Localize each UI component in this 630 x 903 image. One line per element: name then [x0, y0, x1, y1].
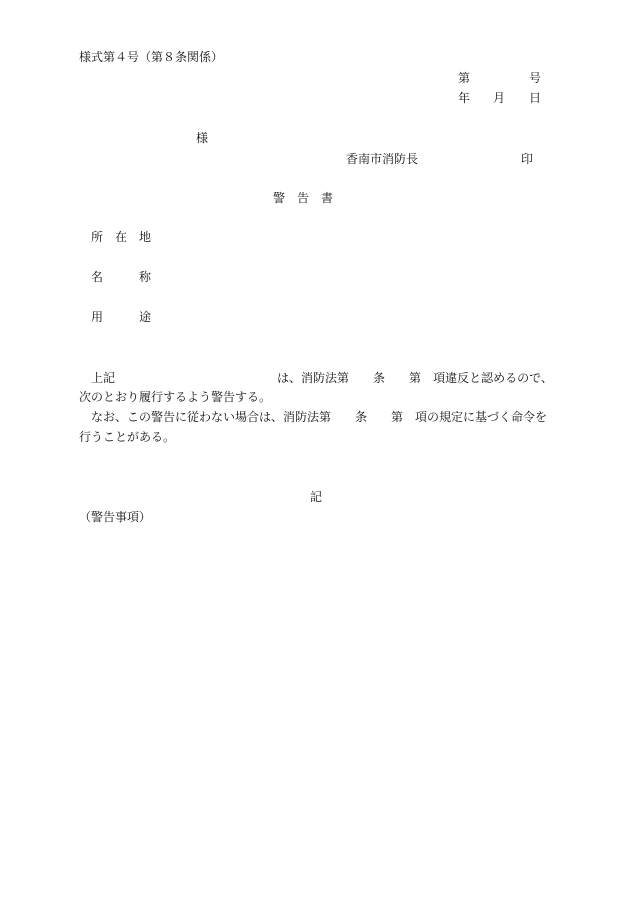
- body-law-article: は、消防法第: [277, 371, 350, 385]
- name-label: 名 称: [91, 270, 152, 284]
- document-title: 警 告 書: [273, 191, 334, 205]
- document-number-prefix: 第: [458, 71, 471, 85]
- body-line-3: [91, 409, 547, 425]
- date-year: 年: [458, 91, 471, 105]
- body-line-2: 次のとおり履行するよう警告する。: [79, 390, 272, 404]
- body-subject: 上記: [91, 371, 116, 385]
- addressee-suffix: 様: [196, 131, 209, 145]
- body-order-text: 項の規定に基づく命令を: [415, 410, 548, 424]
- form-number: 様式第４号（第８条関係）: [79, 50, 224, 64]
- issuer-name: 香南市消防長: [346, 152, 419, 166]
- body-violation-text: 項違反と認めるので、: [433, 371, 553, 385]
- warning-items-heading: （警告事項）: [79, 510, 152, 524]
- body-line-4: 行うことがある。: [79, 430, 176, 444]
- seal-mark: 印: [521, 152, 534, 166]
- date-month: 月: [493, 91, 506, 105]
- body-article-unit-2: 条: [355, 410, 368, 424]
- body-paragraph-prefix: 第: [409, 371, 422, 385]
- date-day: 日: [529, 91, 542, 105]
- location-label: 所 在 地: [91, 230, 152, 244]
- usage-label: 用 途: [91, 310, 152, 324]
- ki-heading: 記: [310, 490, 323, 504]
- body-paragraph-prefix-2: 第: [391, 410, 404, 424]
- body-non-compliance-text: なお、この警告に従わない場合は、消防法第: [91, 410, 332, 424]
- body-article-unit: 条: [373, 371, 386, 385]
- document-number-suffix: 号: [529, 71, 542, 85]
- body-line-1: [91, 370, 553, 386]
